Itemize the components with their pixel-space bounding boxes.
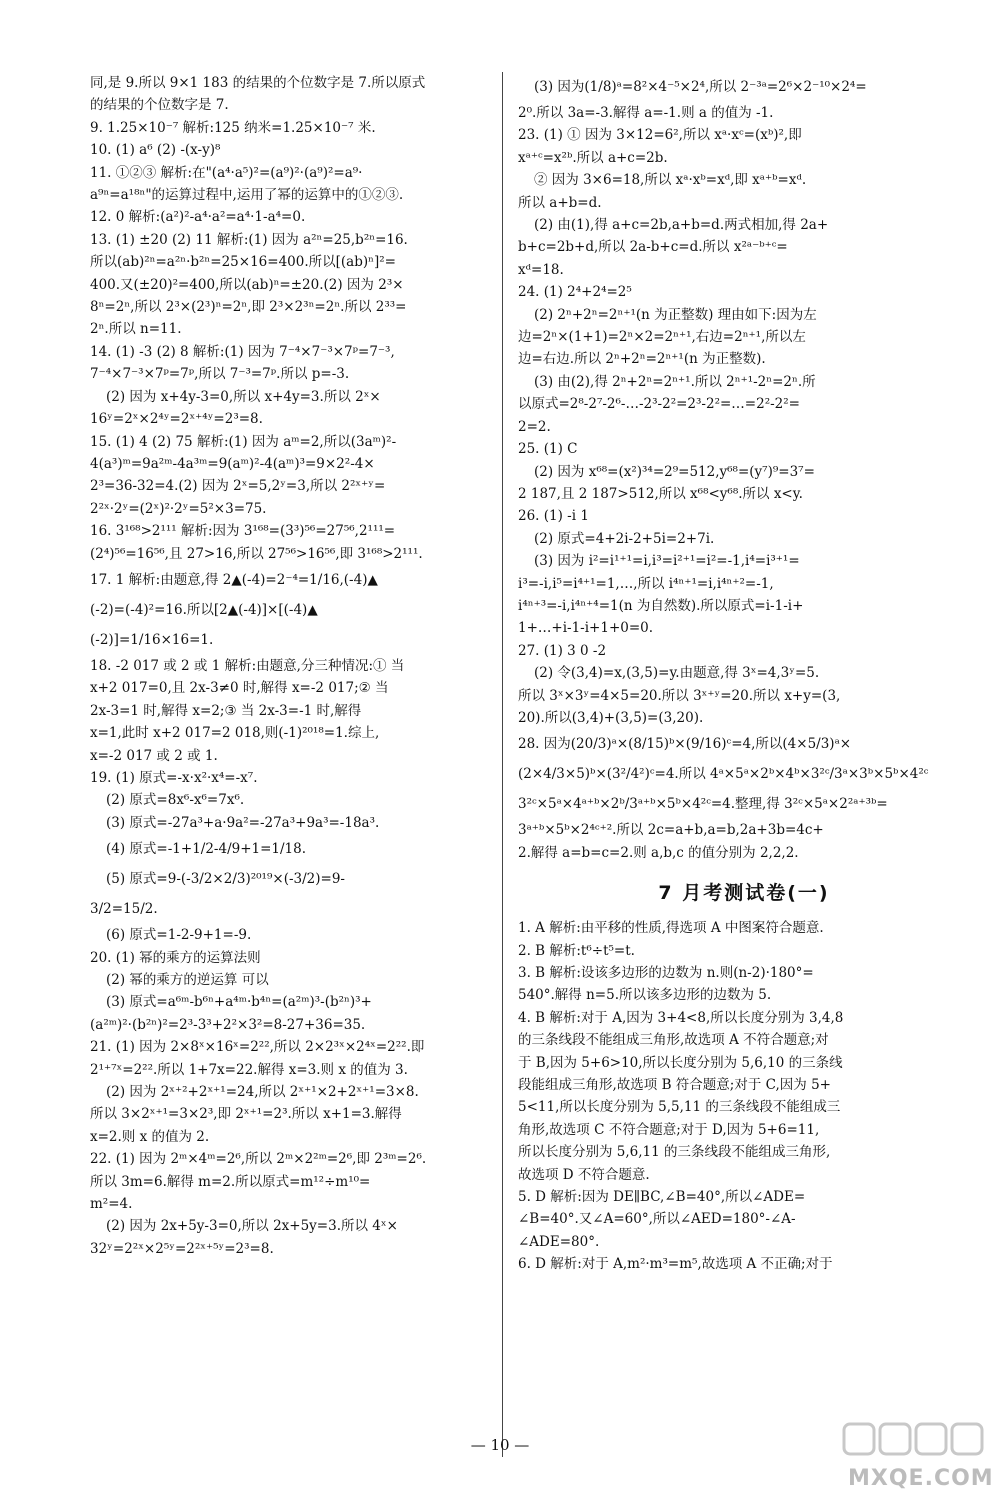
text-line: (a²ᵐ)²·(b²ⁿ)²=2³-3³+2²×3²=8-27+36=35. (90, 1016, 366, 1033)
text-line: 所以(ab)²ⁿ=a²ⁿ·b²ⁿ=25×16=400.所以[(ab)ⁿ]²= (90, 254, 396, 271)
text-line: 同,是 9.所以 9×1 183 的结果的个位数字是 7.所以原式 (90, 75, 426, 91)
text-line: (2) 因为 x+4y-3=0,所以 x+4y=3.所以 2ˣ× (106, 388, 381, 405)
text-line: 段能组成三角形,故选项 B 符合题意;对于 C,因为 5+ (518, 1077, 831, 1094)
text-line: 14. (1) -3 (2) 8 解析:(1) 因为 7⁻⁴×7⁻³×7ᵖ=7⁻³, (90, 343, 395, 360)
answers-section-7 (518, 917, 970, 1276)
text-line: 11. ①②③ 解析:在"(a⁴·a⁵)²=(a⁹)²·(a⁹)²=a⁹· (90, 164, 363, 181)
text-line: 26. (1) -i 1 (518, 508, 589, 525)
text-line: x+2 017=0,且 2x-3≠0 时,解得 x=-2 017;② 当 (90, 680, 389, 697)
text-line: 16ʸ=2ˣ×2⁴ʸ=2ˣ⁺⁴ʸ=2³=8. (90, 411, 263, 428)
text-line: 2x-3=1 时,解得 x=2;③ 当 2x-3=-1 时,解得 (90, 702, 362, 719)
text-line: (6) 原式=1-2-9+1=-9. (106, 927, 252, 944)
text-line: xᵃ⁺ᶜ=x²ᵇ.所以 a+c=2b. (518, 149, 668, 166)
text-line: (3) 原式=-27a³+a·9a²=-27a³+9a³=-18a³. (106, 814, 380, 831)
text-line: 2 187,且 2 187>512,所以 x⁶⁸<y⁶⁸.所以 x<y. (518, 485, 803, 502)
text-line: 20. (1) 幂的乘方的运算法则 (90, 949, 261, 966)
text-line: (-2)=(-4)²=16.所以[2▲(-4)]×[(-4)▲ (90, 601, 318, 618)
text-line: 3. B 解析:设该多边形的边数为 n.则(n-2)·180°= (518, 965, 814, 981)
text-line: 9. 1.25×10⁻⁷ 解析:125 纳米=1.25×10⁻⁷ 米. (90, 119, 376, 136)
page-number: — 10 — (470, 1436, 530, 1454)
text-line: (4) 原式=-1+1/2-4/9+1=1/18. (106, 841, 307, 858)
text-line: 的三条线段不能组成三角形,故选项 A 不符合题意;对 (518, 1032, 829, 1049)
text-line: 2²ˣ·2ʸ=(2ˣ)²·2ʸ=5²×3=75. (90, 500, 267, 517)
text-line: 2ⁿ.所以 n=11. (90, 321, 182, 338)
text-line: 5. D 解析:因为 DE∥BC,∠B=40°,所以∠ADE= (518, 1189, 806, 1206)
text-line: 边=右边.所以 2ⁿ+2ⁿ=2ⁿ⁺¹(n 为正整数). (518, 351, 766, 368)
text-line: 所以 a+b=d. (518, 194, 602, 211)
text-line: x=1,此时 x+2 017=2 018,则(-1)²⁰¹⁸=1.综上, (90, 725, 380, 742)
text-line: a⁹ⁿ=a¹⁸ⁿ"的运算过程中,运用了幂的运算中的①②③. (90, 187, 404, 204)
text-line: 所以 3×2ˣ⁺¹=3×2³,即 2ˣ⁺¹=2³.所以 x+1=3.解得 (90, 1106, 402, 1123)
text-line: 2³=36-32=4.(2) 因为 2ˣ=5,2ʸ=3,所以 2²ˣ⁺ʸ= (90, 478, 386, 495)
text-line: xᵈ=18. (518, 261, 564, 278)
text-line: 所以 3ˣ×3ʸ=4×5=20.所以 3ˣ⁺ʸ=20.所以 x+y=(3, (518, 687, 841, 704)
text-line: 2.解得 a=b=c=2.则 a,b,c 的值分别为 2,2,2. (518, 844, 799, 861)
text-line: (3) 由(2),得 2ⁿ+2ⁿ=2ⁿ⁺¹.所以 2ⁿ⁺¹-2ⁿ=2ⁿ.所 (534, 373, 816, 390)
text-line: 所以 3m=6.解得 m=2.所以原式=m¹²÷m¹⁰= (90, 1173, 371, 1190)
text-line: (2) 由(1),得 a+c=2b,a+b=d.两式相加,得 2a+ (534, 217, 829, 234)
text-line: 2=2. (518, 418, 551, 435)
text-line: 12. 0 解析:(a²)²-a⁴·a²=a⁴·1-a⁴=0. (90, 209, 306, 226)
text-line: (2) 原式=8x⁶-x⁶=7x⁶. (106, 792, 245, 809)
text-line: 540°.解得 n=5.所以该多边形的边数为 5. (518, 987, 772, 1004)
text-line: 1. A 解析:由平移的性质,得选项 A 中图案符合题意. (518, 920, 824, 937)
text-line: 23. (1) ① 因为 3×12=6²,所以 xᵃ·xᶜ=(xᵇ)²,即 (518, 127, 802, 144)
watermark-text: MXQE.COM (848, 1466, 994, 1491)
text-line: x=2.则 x 的值为 2. (90, 1128, 210, 1145)
text-line: 10. (1) a⁶ (2) -(x-y)⁸ (90, 142, 221, 159)
text-line: 边=2ⁿ×(1+1)=2ⁿ×2=2ⁿ⁺¹,右边=2ⁿ⁺¹,所以左 (518, 329, 806, 346)
text-line: i³=-i,i⁵=i⁴⁺¹=1,…,所以 i⁴ⁿ⁺¹=i,i⁴ⁿ⁺²=-1, (518, 575, 774, 592)
text-line: 的结果的个位数字是 7. (90, 97, 229, 114)
text-line: (2) 2ⁿ+2ⁿ=2ⁿ⁺¹(n 为正整数) 理由如下:因为左 (534, 306, 817, 323)
text-line: (2⁴)⁵⁶=16⁵⁶,且 27>16,所以 27⁵⁶>16⁵⁶,即 3¹⁶⁸>2¹¹¹. (90, 545, 423, 562)
section-title: 7 月考测试卷(一) (658, 882, 830, 905)
text-line: 4. B 解析:对于 A,因为 3+4<8,所以长度分别为 3,4,8 (518, 1009, 844, 1026)
text-line: 2¹⁺⁷ˣ=2²².所以 1+7x=22.解得 x=3.则 x 的值为 3. (90, 1061, 408, 1078)
text-line: 所以长度分别为 5,6,11 的三条线段不能组成三角形, (518, 1144, 831, 1161)
text-line: m²=4. (90, 1196, 133, 1213)
text-line: 19. (1) 原式=-x·x²·x⁴=-x⁷. (90, 769, 258, 786)
text-line: (2) 因为 2x+5y-3=0,所以 2x+5y=3.所以 4ˣ× (106, 1218, 398, 1235)
text-line: 21. (1) 因为 2×8ˣ×16ˣ=2²²,所以 2×2³ˣ×2⁴ˣ=2²².即 (90, 1039, 425, 1056)
text-line: 22. (1) 因为 2ᵐ×4ᵐ=2⁶,所以 2ᵐ×2²ᵐ=2⁶,即 2³ᵐ=2⁶. (90, 1151, 427, 1168)
text-line: 2⁰.所以 3a=-3.解得 a=-1.则 a 的值为 -1. (518, 105, 774, 121)
text-line: 于 B,因为 5+6>10,所以长度分别为 5,6,10 的三条线 (518, 1054, 843, 1071)
text-line: 16. 3¹⁶⁸>2¹¹¹ 解析:因为 3¹⁶⁸=(3³)⁵⁶=27⁵⁶,2¹¹¹= (90, 523, 396, 540)
text-line: (3) 因为(1/8)ᵃ=8²×4⁻⁵×2⁴,所以 2⁻³ᵃ=2⁶×2⁻¹⁰×2⁴= (534, 79, 867, 95)
text-line: 400.又(±20)²=400,所以(ab)ⁿ=±20.(2) 因为 2³× (90, 276, 404, 293)
text-line: (2) 原式=4+2i-2+5i=2+7i. (534, 530, 715, 547)
text-line: 以原式=2⁸-2⁷-2⁶-…-2³-2²=2³-2²=…=2²-2²= (518, 396, 800, 413)
text-line: 24. (1) 2⁴+2⁴=2⁵ (518, 284, 632, 301)
text-line: (2×4/3×5)ᵇ×(3²/4²)ᶜ=4.所以 4ᵃ×5ᵃ×2ᵇ×4ᵇ×3²ᶜ/3ᵃ×3ᵇ×5ᵇ×4²ᶜ (518, 766, 929, 783)
text-line: 故选项 D 不符合题意. (518, 1166, 650, 1183)
text-line: 1+…+i-1-i+1+0=0. (518, 620, 654, 637)
text-line: 15. (1) 4 (2) 75 解析:(1) 因为 aᵐ=2,所以(3aᵐ)²- (90, 433, 397, 450)
text-line: 7⁻⁴×7⁻³×7ᵖ=7ᵖ,所以 7⁻³=7ᵖ.所以 p=-3. (90, 366, 350, 383)
text-line: (3) 原式=a⁶ᵐ-b⁶ⁿ+a⁴ᵐ·b⁴ⁿ=(a²ᵐ)³-(b²ⁿ)³+ (106, 994, 372, 1011)
text-line: 13. (1) ±20 (2) 11 解析:(1) 因为 a²ⁿ=25,b²ⁿ=16. (90, 231, 408, 248)
text-line: i⁴ⁿ⁺³=-i,i⁴ⁿ⁺⁴=1(n 为自然数).所以原式=i-1-i+ (518, 597, 804, 614)
text-line: 28. 因为(20/3)ᵃ×(8/15)ᵇ×(9/16)ᶜ=4,所以(4×5/3)ᵃ× (518, 736, 852, 753)
right-column (518, 72, 970, 1276)
text-line: 20).所以(3,4)+(3,5)=(3,20). (518, 709, 704, 726)
text-line: 18. -2 017 或 2 或 1 解析:由题意,分三种情况:① 当 (90, 657, 405, 674)
text-line: (2) 因为 x⁶⁸=(x²)³⁴=2⁹=512,y⁶⁸=(y⁷)⁹=3⁷= (534, 463, 815, 480)
text-line: (2) 令(3,4)=x,(3,5)=y.由题意,得 3ˣ=4,3ʸ=5. (534, 665, 820, 682)
text-line: b+c=2b+d,所以 2a-b+c=d.所以 x²ᵃ⁻ᵇ⁺ᶜ= (518, 239, 788, 256)
text-line: 4(a³)ᵐ=9a²ᵐ-4a³ᵐ=9(aᵐ)²-4(aᵐ)³=9×2²-4× (90, 455, 375, 472)
text-line: 6. D 解析:对于 A,m²·m³=m⁵,故选项 A 不正确;对于 (518, 1256, 833, 1273)
text-line: ② 因为 3×6=18,所以 xᵃ·xᵇ=xᵈ,即 xᵃ⁺ᵇ=xᵈ. (534, 172, 807, 189)
text-line: 25. (1) C (518, 441, 578, 458)
text-line: ∠B=40°.又∠A=60°,所以∠AED=180°-∠A- (518, 1211, 796, 1228)
text-line: (2) 因为 2ˣ⁺²+2ˣ⁺¹=24,所以 2ˣ⁺¹×2+2ˣ⁺¹=3×8. (106, 1084, 419, 1101)
text-line: (3) 因为 i²=i¹⁺¹=i,i³=i²⁺¹=i²=-1,i⁴=i³⁺¹= (534, 553, 800, 570)
text-line: 32ʸ=2²ˣ×2⁵ʸ=2²ˣ⁺⁵ʸ=2³=8. (90, 1240, 274, 1257)
text-line: 2. B 解析:t⁶÷t⁵=t. (518, 942, 635, 959)
text-line: 8ⁿ=2ⁿ,所以 2³×(2³)ⁿ=2ⁿ,即 2³×2³ⁿ=2ⁿ.所以 2³³= (90, 299, 407, 316)
text-line: x=-2 017 或 2 或 1. (90, 747, 218, 764)
text-line: ∠ADE=80°. (518, 1233, 600, 1250)
text-line: (-2)]=1/16×16=1. (90, 631, 214, 648)
text-line: 3ᵃ⁺ᵇ×5ᵇ×2⁴ᶜ⁺².所以 2c=a+b,a=b,2a+3b=4c+ (518, 822, 824, 839)
text-line: 17. 1 解析:由题意,得 2▲(-4)=2⁻⁴=1/16,(-4)▲ (90, 571, 378, 588)
text-line: 27. (1) 3 0 -2 (518, 642, 607, 659)
text-line: 角形,故选项 C 不符合题意;对于 D,因为 5+6=11, (518, 1121, 820, 1138)
left-column (90, 72, 542, 1260)
text-line: (2) 幂的乘方的逆运算 可以 (106, 972, 269, 988)
answers-continued (518, 72, 970, 864)
text-line: 3²ᶜ×5ᵃ×4ᵃ⁺ᵇ×2ᵇ/3ᵃ⁺ᵇ×5ᵇ×4²ᶜ=4.整理,得 3²ᶜ×5ᵃ×2²ᵃ⁺³ᵇ= (518, 796, 888, 813)
text-line: 3/2=15/2. (90, 901, 158, 918)
text-line: (5) 原式=9-(-3/2×2/3)²⁰¹⁹×(-3/2)=9- (106, 871, 345, 888)
text-line: 5<11,所以长度分别为 5,5,11 的三条线段不能组成三 (518, 1099, 841, 1116)
